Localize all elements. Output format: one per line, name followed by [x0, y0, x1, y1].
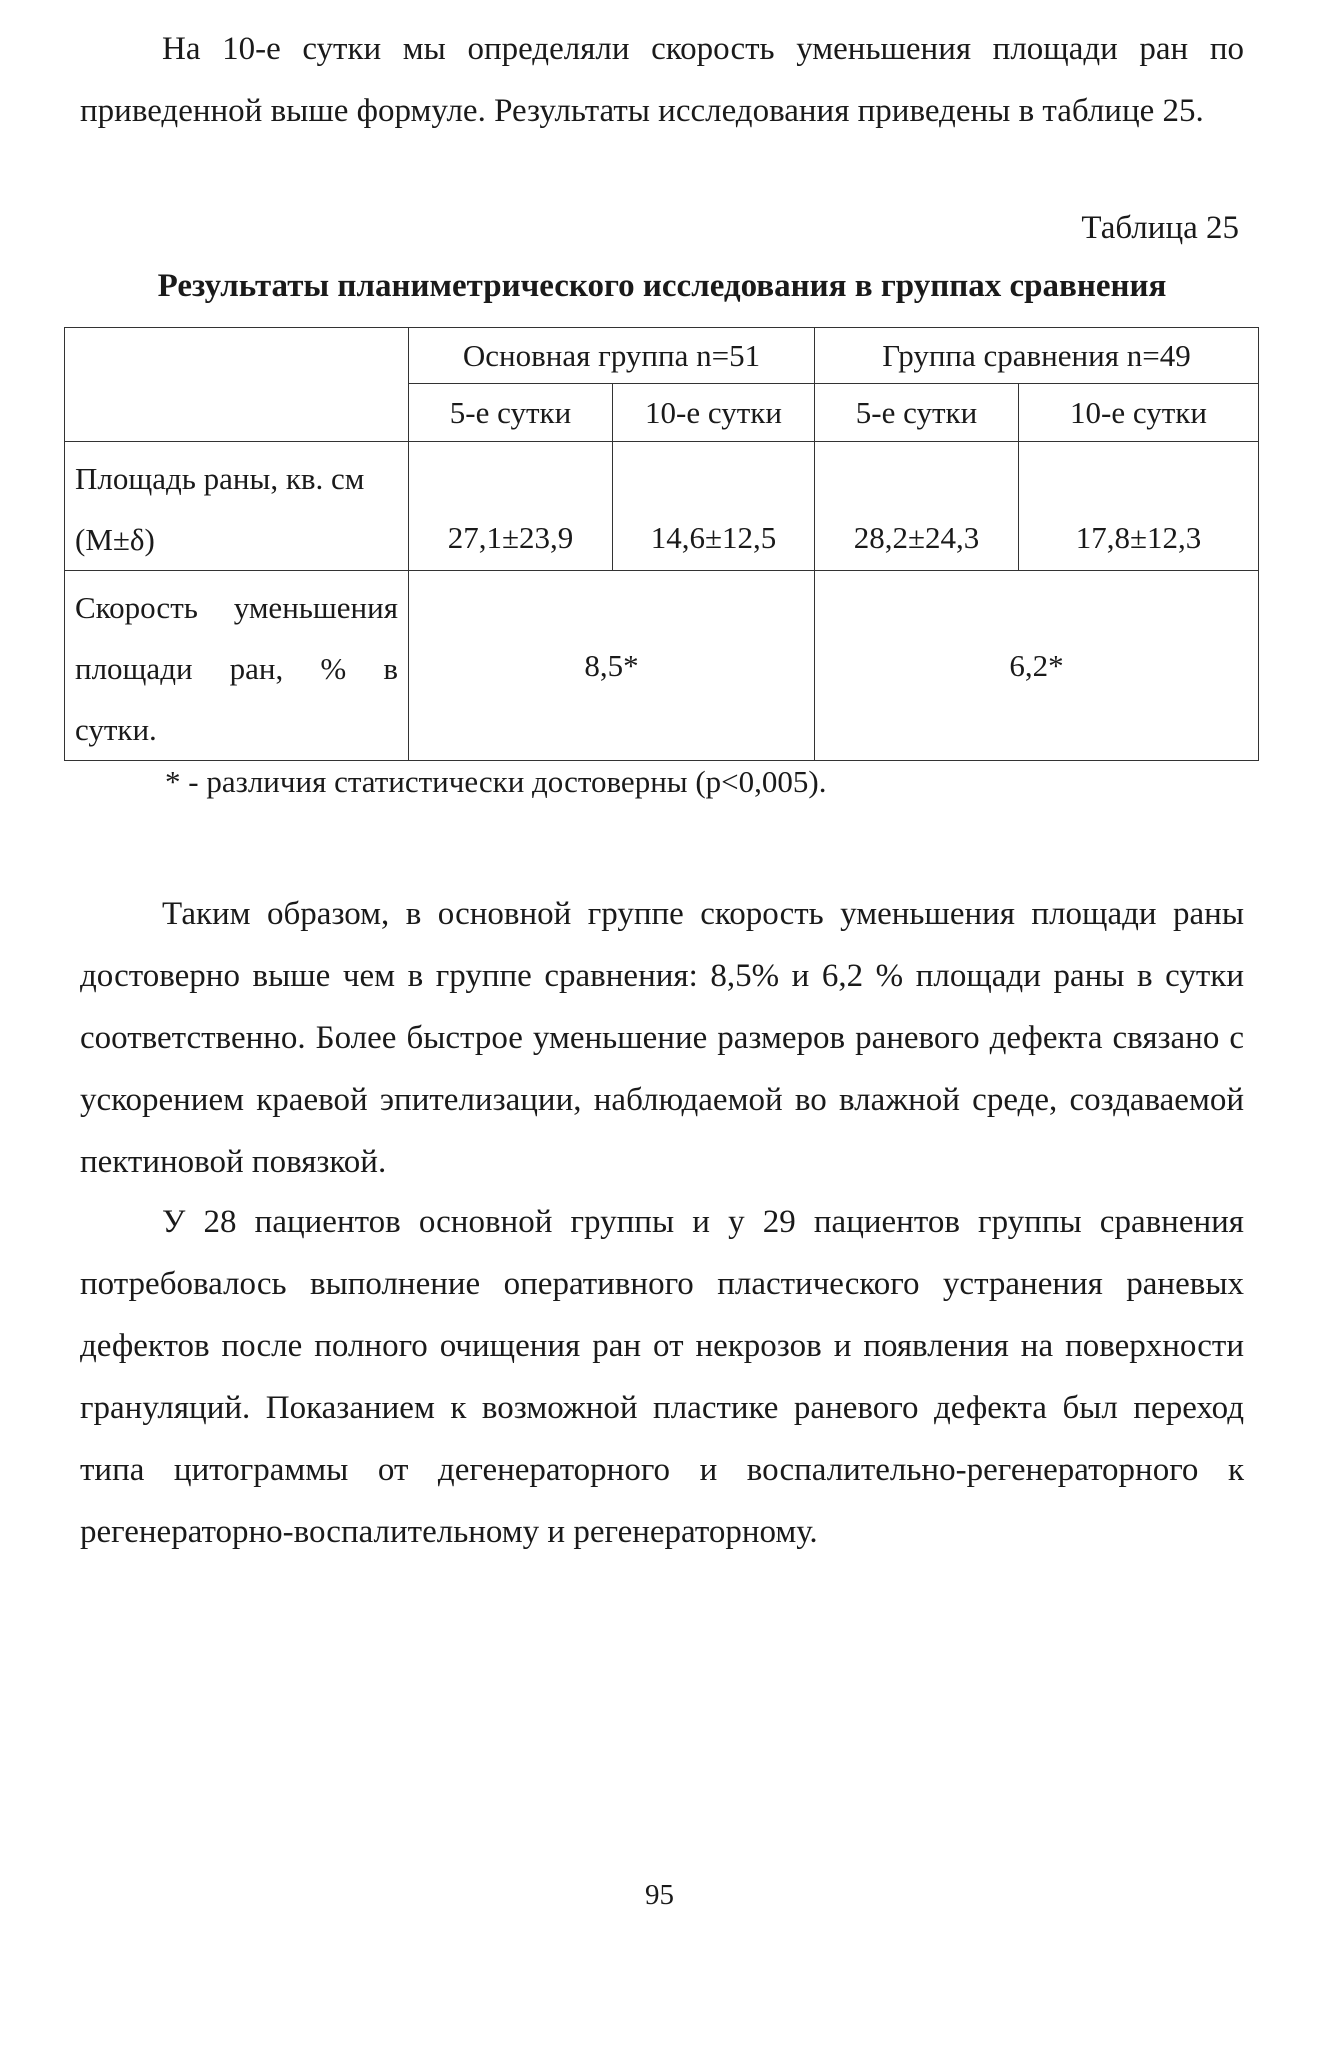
- table-title: Результаты планиметрического исследования в группах сравнения: [157, 268, 1167, 304]
- area-comparison-day10: 17,8±12,3: [1019, 442, 1259, 571]
- row-label-rate: [65, 571, 409, 761]
- table-row-area: [65, 442, 1259, 571]
- table-header-row-groups: [65, 328, 1259, 384]
- row-label-area-line2: (M±δ): [75, 522, 155, 557]
- subheader-main-day5: 5-е сутки: [409, 384, 613, 442]
- area-main-day10: 14,6±12,5: [613, 442, 815, 571]
- row-label-area: [65, 442, 409, 571]
- page-number: 95: [645, 1879, 674, 1911]
- table-row-rate: [65, 571, 1259, 761]
- subheader-comparison-day10: 10-е сутки: [1019, 384, 1259, 442]
- conclusion-paragraph: Таким образом, в основной группе скорость уменьшения площади раны достоверно выше чем в группе сравнения: 8,5% и 6,2 % площади раны в сутки соответственно. Более быстрое уменьшение размеров раневого дефекта связано с ускорением краевой эпителизации, наблюдаемой во влажной среде, создаваемой пектиновой повязкой.: [80, 896, 1244, 1180]
- area-comparison-day5: 28,2±24,3: [815, 442, 1019, 571]
- group-comparison-header: Группа сравнения n=49: [815, 328, 1259, 384]
- surgery-paragraph: У 28 пациентов основной группы и у 29 пациентов группы сравнения потребовалось выполнение оперативного пластического устранения раневых дефектов после полного очищения ран от некрозов и появления на поверхности грануляций. Показанием к возможной пластике раневого дефекта был переход типа цитограммы от дегенераторного и воспалительно-регенераторного к регенераторно-воспалительному и регенераторному.: [80, 1204, 1244, 1550]
- group-main-header: Основная группа n=51: [409, 328, 815, 384]
- row-label-rate-line3: сутки.: [75, 712, 157, 747]
- row-label-rate-line1: Скорость уменьшения: [75, 590, 398, 625]
- results-table: [64, 327, 1259, 761]
- subheader-main-day10: 10-е сутки: [613, 384, 815, 442]
- row-label-area-line1: Площадь раны, кв. см: [75, 461, 365, 496]
- intro-paragraph: На 10-е сутки мы определяли скорость уменьшения площади ран по приведенной выше формуле. Результаты исследования приведены в таблице 25.: [80, 31, 1244, 129]
- table-corner-cell: [65, 328, 409, 442]
- table-caption: Таблица 25: [1081, 210, 1239, 246]
- rate-comparison: 6,2*: [815, 571, 1259, 761]
- table-footnote: * - различия статистически достоверны (p<0,005).: [165, 764, 827, 799]
- area-main-day5: 27,1±23,9: [409, 442, 613, 571]
- row-label-rate-line2: площади ран, % в: [75, 651, 398, 686]
- subheader-comparison-day5: 5-е сутки: [815, 384, 1019, 442]
- rate-main: 8,5*: [409, 571, 815, 761]
